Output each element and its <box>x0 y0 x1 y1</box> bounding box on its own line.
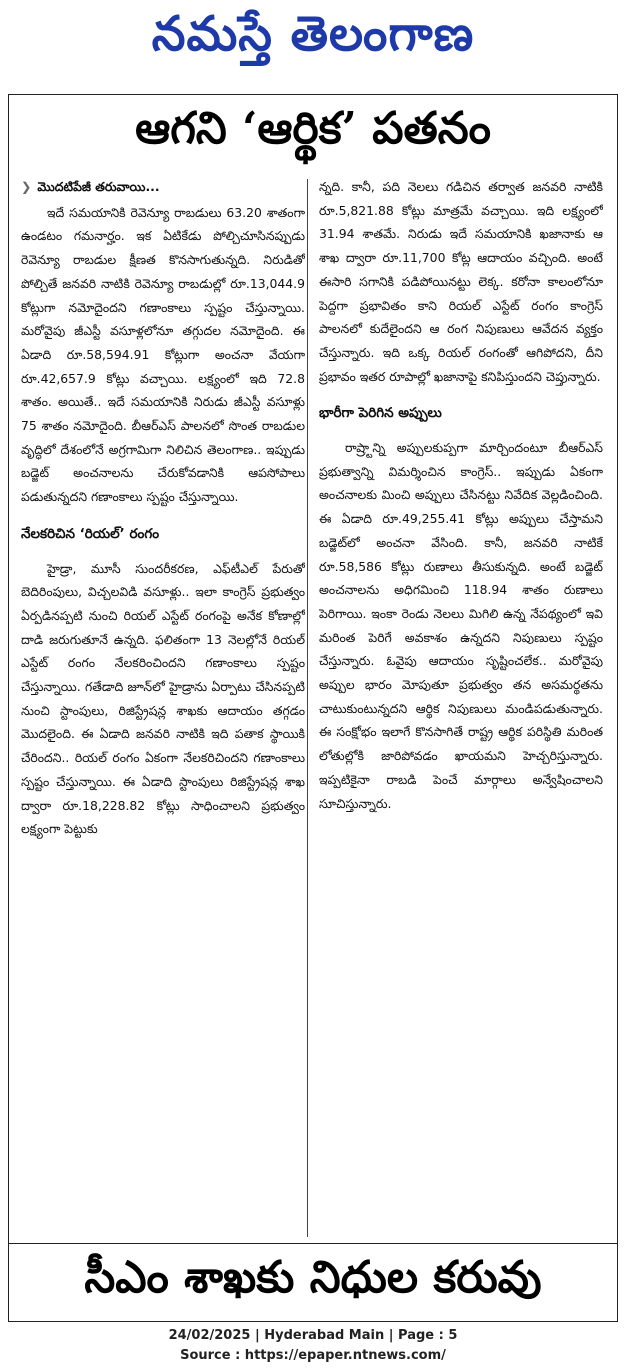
continuation-line <box>21 175 305 199</box>
subheading-debts: భారీగా పెరిగిన అప్పులు <box>319 405 442 422</box>
paragraph: హైడ్రా, మూసీ సుందరీకరణ, ఎఫ్‌టీఎల్ పేరుతో బెదిరింపులు, విచ్చలవిడి వసూళ్లు.. ఇలా కాంగ్రెస్ ప్రభుత్వం ఏర్పడినప్పటి నుంచి రియల్ ఎస్టేట్ రంగంపై అనేక కోణాల్లో దాడి జరుగుతూనే ఉన్నది. ఫలితంగా 13 నెలల్లోనే రియల్ ఎస్టేట్ రంగం నేలకరించిందని గణాంకాలు స్పష్టం చేస్తున్నాయి. గతేడాది జూన్‌లో హైడ్రాను ఏర్పాటు చేసినప్పటి నుంచి స్టాంపులు, రిజిస్ట్రేషన్ల శాఖకు ఆదాయం తగ్గడం మొదలైంది. ఈ ఏడాది జనవరి నాటికి ఇది పతాక స్థాయికి చేరిందని.. రియల్ రంగం ఏకంగా నేలకరిచిందని గణాంకాలు స్పష్టం చేస్తున్నాయి. ఈ ఏడాది స్టాంపులు రిజిస్ట్రేషన్ల శాఖ ద్వారా రూ.18,228.82 కోట్లు సాధించాలని ప్రభుత్వం లక్ష్యంగా పెట్టుకు <box>21 560 305 837</box>
article-body <box>9 175 617 1241</box>
paragraph: రాష్ర్టాన్ని అప్పులకుప్పగా మార్చిందంటూ బీఆర్ఎస్ ప్రభుత్వాన్ని విమర్శించిన కాంగ్రెస్.. ఇప్పుడు ఏకంగా అంచనాలకు మించి అప్పులు చేసినట్టు నివేదిక వెల్లడించింది. ఈ ఏడాది రూ.49,255.41 కోట్లు అప్పులు చేస్తామని బడ్జెట్‌లో అంచనా వేసింది. కానీ, జనవరి నాటికే రూ.58,586 కోట్లు రుణాలు తీసుకున్నది. అంటే బడ్జెట్ అంచనాలను అధిగమించి 118.94 శాతం రుణాలు పెరిగాయి. ఇంకా రెండు నెలలు మిగిలి ఉన్న నేపథ్యంలో ఇవి మరింత పెరిగే అవకాశం ఉన్నదని నిపుణులు స్పష్టం చేస్తున్నారు. ఓవైపు ఆదాయం సృష్టించలేక.. మరోవైపు అప్పుల భారం మోపుతూ ప్రభుత్వం తన అసమర్థతను చాటుకుంటున్నదని ఆర్థిక నిపుణులు మండిపడుతున్నారు. ఈ సంక్షోభం ఇలాగే కొనసాగితే రాష్ట్ర ఆర్థిక పరిస్థితి మరింత లోతుల్లోకి జారిపోవడం ఖాయమని హెచ్చరిస్తున్నారు. ఇప్పటికైనా రాబడి పెంచే మార్గాలు అన్వేషించాలని సూచిస్తున్నారు. <box>319 440 603 811</box>
paragraph: న్నది. కానీ, పది నెలలు గడిచిన తర్వాత జనవరి నాటికి రూ.5,821.88 కోట్లు మాత్రమే వచ్చాయి. ఇది లక్ష్యంలో 31.94 శాతమే. నిరుడు ఇదే సమయానికి ఖజానాకు ఆ శాఖ ద్వారా రూ.11,700 కోట్ల ఆదాయం వచ్చింది. అంటే ఈసారి సగానికి పడిపోయినట్టు లెక్క. కరోనా కాలంలోనూ పెద్దగా ప్రభావితం కాని రియల్ ఎస్టేట్ రంగం కాంగ్రెస్ పాలనలో కుదేలైందని ఆ రంగ నిపుణులు ఆవేదన వ్యక్తం చేస్తున్నారు. ఇది ఒక్క రియల్ రంగంతో ఆగిపోదని, దీని ప్రభావం ఇతర రూపాల్లో ఖజానాపై కనిపిస్తుందని చెప్తున్నారు. <box>319 179 603 384</box>
right-column <box>319 175 603 1241</box>
chevron-right-icon: ❯ <box>21 179 32 194</box>
next-article-headline: సీఎం శాఖకు నిధుల కరువు <box>9 1243 617 1322</box>
article-frame <box>8 94 618 1322</box>
article-headline: ఆగని ‘ఆర్థిక’ పతనం <box>135 103 491 154</box>
page-footer <box>0 1326 626 1366</box>
subheading-real-estate: నేలకరిచిన ‘రియల్’ రంగం <box>21 525 160 542</box>
paragraph: ఇదే సమయానికి రెవెన్యూ రాబడులు 63.20 శాతంగా ఉండటం గమనార్హం. ఇక ఏటికేడు పోల్చిచూసినప్పుడు రెవెన్యూ రాబడుల క్షీణత కొనసాగుతున్నది. నిరుడితో పోల్చితే జనవరి నాటికి రెవెన్యూ రాబడుల్లో రూ.13,044.9 కోట్లుగా నమోదైందని గణాంకాలు స్పష్టం చేస్తున్నాయి. మరోవైపు జీఎస్టీ వసూళ్లలోనూ తగ్గుదల నమోదైంది. ఈ ఏడాది రూ.58,594.91 కోట్లుగా అంచనా వేయగా రూ.42,657.9 కోట్లు వచ్చాయి. లక్ష్యంలో ఇది 72.8 శాతం. అయితే.. ఇదే సమయానికి నిరుడు జీఎస్టీ వసూళ్లు 75 శాతం నమోదైంది. బీఆర్ఎస్ పాలనలో సొంత రాబడుల వృద్ధిలో దేశంలోనే అగ్రగామిగా నిలిచిన తెలంగాణ.. ఇప్పుడు బడ్జెట్ అంచనాలను చేరుకోవడానికి ఆపసోపాలు పడుతున్నదని గణాంకాలు స్పష్టం చేస్తున్నాయి. <box>21 204 305 505</box>
left-column <box>21 175 305 1241</box>
continuation-label: మొదటిపేజీ తరువాయి... <box>37 179 160 194</box>
column-divider <box>307 179 308 1237</box>
edition-info: 24/02/2025 | Hyderabad Main | Page : 5 <box>168 1328 458 1343</box>
masthead <box>0 0 626 92</box>
newspaper-logo: నమస్తే తెలంగాణ <box>151 6 475 62</box>
source-link[interactable]: Source : https://epaper.ntnews.com/ <box>180 1348 446 1363</box>
